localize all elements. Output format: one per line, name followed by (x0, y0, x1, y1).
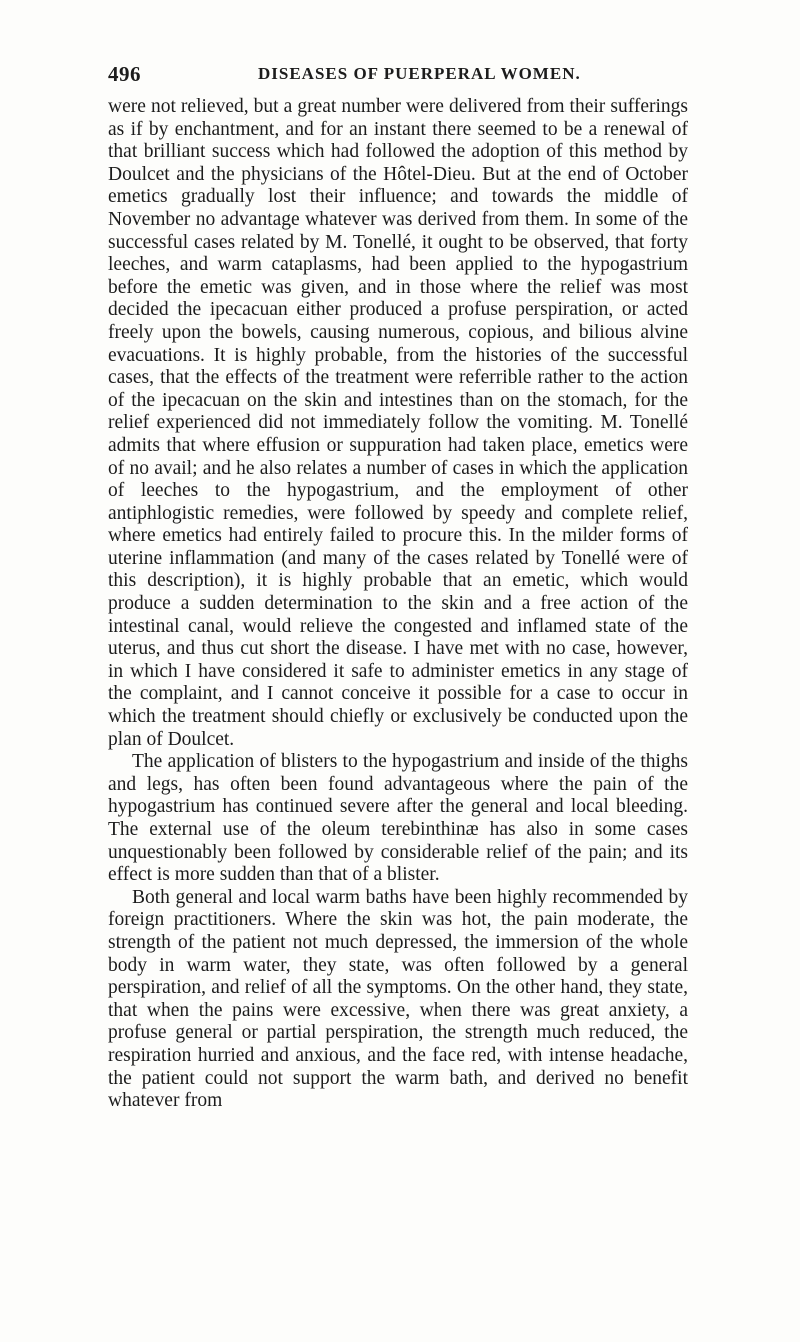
paragraph-emetics: were not relieved, but a great number were delivered from their sufferings as if by enchantment, and for an instant there seemed to be a renewal of that brilliant success which had followed the adoption of this method by Doulcet and the physicians of the Hôtel-Dieu. But at the end of October emetics gradually lost their influence; and towards the middle of November no advantage whatever was derived from them. In some of the successful cases related by M. Tonellé, it ought to be observed, that forty leeches, and warm cataplasms, had been applied to the hypogastrium before the emetic was given, and in those where the relief was most decided the ipecacuan either produced a profuse perspiration, or acted freely upon the bowels, causing numerous, copious, and bilious alvine evacuations. It is highly probable, from the histories of the successful cases, that the effects of the treatment were referrible rather to the action of the ipecacuan on the skin and intestines than on the stomach, for the relief experienced did not immediately follow the vomiting. M. Tonellé admits that where effusion or suppuration had taken place, emetics were of no avail; and he also relates a number of cases in which the application of leeches to the hypogastrium, and the employment of other antiphlogistic remedies, were followed by speedy and complete relief, where emetics had entirely failed to procure this. In the milder forms of uterine inflammation (and many of the cases related by Tonellé were of this description), it is highly probable that an emetic, which would produce a sudden determination to the skin and a free action of the intestinal canal, would relieve the congested and inflamed state of the uterus, and thus cut short the disease. I have met with no case, however, in which I have considered it safe to administer emetics in any stage of the complaint, and I cannot conceive it possible for a case to occur in which the treatment should chiefly or exclusively be conducted upon the plan of Doulcet. (108, 96, 688, 750)
paragraph-warm-baths: Both general and local warm baths have been highly recommended by foreign practitioners. Where the skin was hot, the pain moderate, the strength of the patient not much depressed, the immersion of the whole body in warm water, they state, was often followed by a general perspiration, and relief of all the symptoms. On the other hand, they state, that when the pains were excessive, when there was great anxiety, a profuse general or partial perspiration, the strength much reduced, the respiration hurried and anxious, and the face red, with intense headache, the patient could not support the warm bath, and derived no benefit whatever from (108, 886, 688, 1112)
running-title: DISEASES OF PUERPERAL WOMEN. (258, 64, 581, 83)
body-text (108, 96, 688, 1113)
page-number: 496 (108, 62, 141, 86)
running-header (108, 62, 688, 92)
paragraph-blisters: The application of blisters to the hypogastrium and inside of the thighs and legs, has often been found advantageous where the pain of the hypogastrium has continued severe after the general and local bleeding. The external use of the oleum terebinthinæ has also in some cases unquestionably been followed by considerable relief of the pain; and its effect is more sudden than that of a blister. (108, 751, 688, 886)
